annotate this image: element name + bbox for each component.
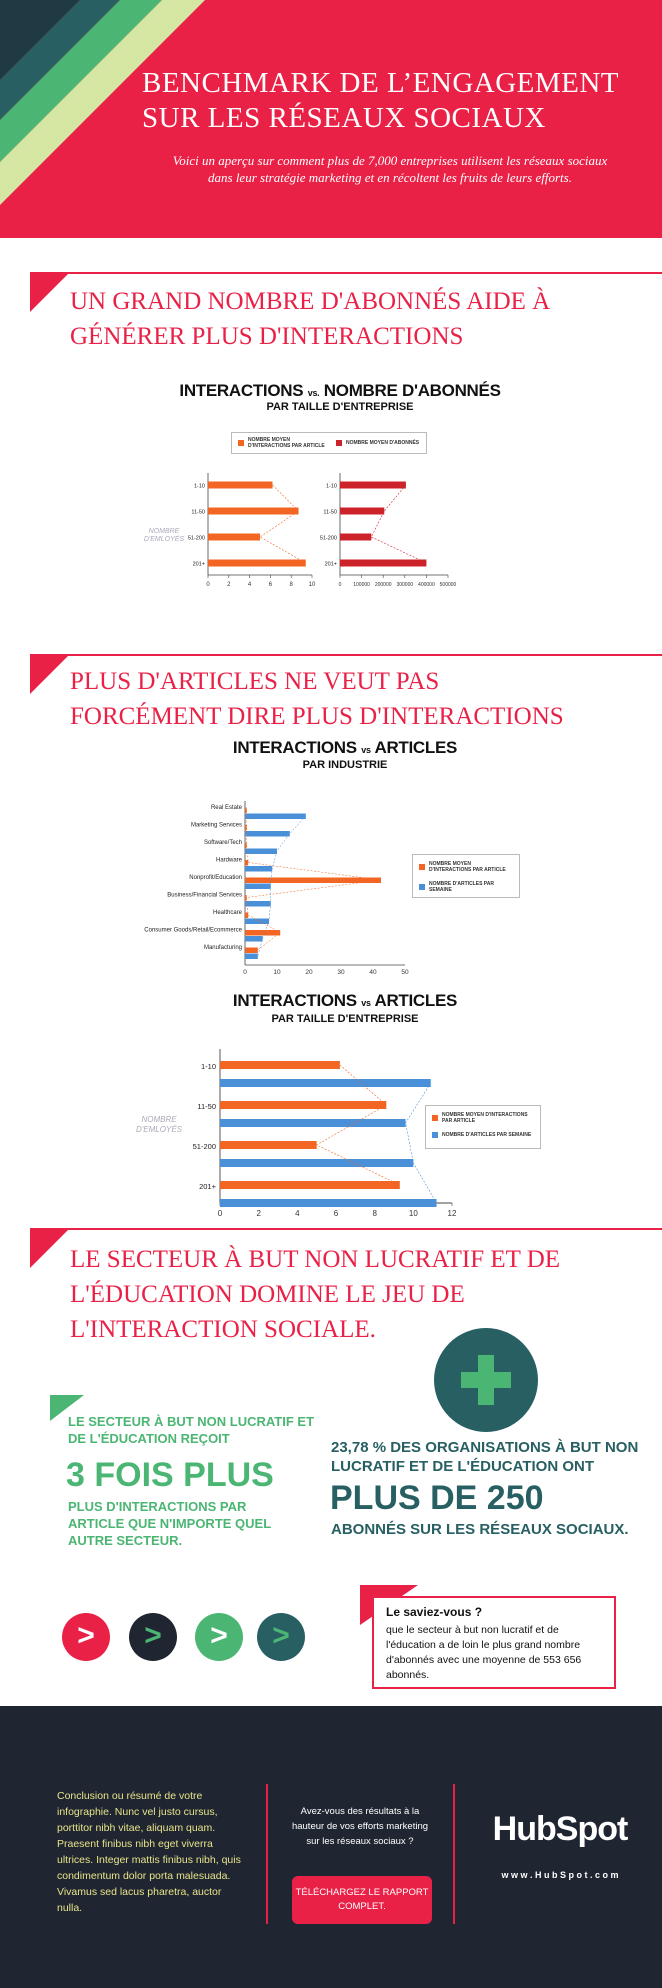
chart2-tick-label: 10: [273, 969, 281, 975]
chart1-svg: [150, 465, 530, 620]
chart1-followers-category-label: 51-200: [319, 535, 337, 542]
chart3-title-post: ARTICLES: [374, 991, 458, 1010]
right-stat-number: PLUS DE 250: [330, 1479, 544, 1517]
chart1-interactions-tick-label: 10: [308, 582, 316, 588]
hubspot-logo[interactable]: HubSpot: [492, 1810, 628, 1848]
chart3-bar-articles: [220, 1159, 413, 1167]
chart2-legend-item-interactions: [419, 861, 513, 873]
section1-heading: [70, 284, 650, 354]
chart3-category-label: 51-200: [192, 1142, 216, 1151]
chart1-followers-bar: [340, 560, 426, 567]
chart1-followers-tick-label: 400000: [418, 582, 435, 588]
chart3-title-pre: INTERACTIONS: [232, 991, 357, 1010]
chart3-tick-label: 4: [295, 1209, 300, 1218]
chart1-followers-category-label: 1-10: [325, 483, 337, 490]
chart3-bar-articles: [220, 1079, 431, 1087]
chart2-bar-articles: [245, 849, 277, 855]
chart2-legend-item-articles: [419, 881, 513, 893]
arrow-circle-green[interactable]: >: [195, 1613, 243, 1661]
chart1-interactions-bar: [208, 560, 306, 567]
footer-divider-left: [266, 1784, 268, 1924]
left-stat-desc: PLUS D'INTERACTIONS PAR ARTICLE QUE N'IMPORTE QUEL AUTRE SECTEUR.: [68, 1499, 271, 1548]
chart2-title-vs: vs: [361, 745, 371, 755]
footer: [0, 1706, 662, 1988]
chart2-bar-interactions: [245, 913, 248, 919]
chart2-legend-label-1: NOMBRE D'ARTICLES PAR SEMAINE: [429, 881, 494, 893]
chart3-title-vs: vs: [361, 998, 371, 1008]
chart3-bar-interactions: [220, 1141, 317, 1149]
legend-swatch-orange: [238, 440, 244, 446]
legend-swatch-blue: [432, 1132, 438, 1138]
chart2-title-post: ARTICLES: [374, 738, 458, 757]
section1-heading-line1: UN GRAND NOMBRE D'ABONNÉS AIDE À: [70, 288, 551, 315]
chart1-title-vs: vs.: [307, 388, 320, 398]
chart1-legend-label-0: NOMBRE MOYEN D'INTERACTIONS PAR ARTICLE: [248, 437, 325, 449]
chart2-bar-articles: [245, 919, 269, 925]
chart1-interactions-tick-label: 8: [289, 582, 293, 588]
chart1-followers-category-label: 201+: [324, 561, 337, 568]
chart3-tick-label: 12: [447, 1209, 457, 1218]
chart2-category-label: Healthcare: [212, 910, 242, 916]
chart1-title: [150, 381, 530, 401]
chart2-category-label: Business/Financial Services: [167, 892, 242, 899]
chart3-legend: [425, 1105, 541, 1149]
chart1-interactions-tick-label: 4: [247, 582, 252, 588]
chart2-bar-articles: [245, 884, 271, 890]
chart1-followers-tick-label: 500000: [439, 582, 457, 588]
chart2-tick-label: 20: [305, 969, 313, 975]
chart3-tick-label: 2: [256, 1209, 261, 1218]
section3-heading-line3: L'INTERACTION SOCIALE.: [70, 1316, 376, 1343]
right-stat-desc: ABONNÉS SUR LES RÉSEAUX SOCIAUX.: [331, 1521, 629, 1538]
didyouknow-title: Le saviez-vous ?: [386, 1605, 483, 1619]
chart2-bar-articles: [245, 901, 271, 907]
footer-divider-right: [453, 1784, 455, 1924]
section3-heading-line2: L'ÉDUCATION DOMINE LE JEU DE: [70, 1281, 465, 1308]
chart1-followers-tick-label: 100000: [353, 582, 370, 588]
chart3-bar-articles: [220, 1199, 437, 1207]
chart1-interactions-bar: [208, 508, 298, 515]
chart2-category-label: Manufacturing: [203, 945, 242, 951]
chart2-category-label: Real Estate: [210, 805, 242, 811]
section2-heading: [70, 664, 650, 734]
chart1-legend-item-interactions: [238, 437, 326, 449]
section1-heading-line2: GÉNÉRER PLUS D'INTERACTIONS: [70, 323, 464, 350]
download-report-button[interactable]: TÉLÉCHARGEZ LE RAPPORT COMPLET.: [292, 1876, 432, 1924]
chart1-followers-category-label: 11-50: [323, 509, 337, 516]
chart2-bar-articles: [245, 831, 290, 837]
chart3-legend-label-0: NOMBRE MOYEN D'INTERACTIONS PAR ARTICLE: [442, 1112, 528, 1124]
chart1-interactions-category-label: 51-200: [187, 535, 205, 542]
chart2-tick-label: 30: [337, 969, 345, 975]
chart2-bar-articles: [245, 936, 263, 942]
chart2-bar-articles: [245, 954, 258, 960]
chart1-interactions-tick-label: 2: [227, 582, 231, 588]
chart1-followers-trend-line: [371, 485, 426, 563]
didyouknow-box: [372, 1596, 616, 1689]
chart3-category-label: 1-10: [200, 1062, 216, 1071]
chart2-category-label: Marketing Services: [190, 822, 242, 829]
chart2-bar-interactions: [245, 930, 280, 936]
chart2-bar-articles: [245, 814, 306, 820]
section3-rule: [30, 1228, 662, 1230]
chart2-bar-interactions: [245, 895, 247, 901]
section2-heading-line1: PLUS D'ARTICLES NE VEUT PAS: [70, 668, 440, 695]
chart2-title: [160, 738, 530, 758]
header-banner: [0, 0, 662, 238]
chart1-followers-bar: [340, 482, 406, 489]
chart3-bar-articles: [220, 1119, 406, 1127]
chart3-tick-label: 8: [372, 1209, 377, 1218]
chart2-category-label: Consumer Goods/Retail/Ecommerce: [144, 927, 242, 934]
chart2-tick-label: 40: [369, 969, 377, 975]
chart2-tick-label: 0: [243, 969, 247, 975]
legend-swatch-orange: [419, 864, 425, 870]
chart2-bar-interactions: [245, 948, 258, 954]
chart1-interactions-tick-label: 0: [206, 582, 210, 588]
chart2-title-pre: INTERACTIONS: [232, 738, 357, 757]
arrow-circle-dark[interactable]: >: [129, 1613, 177, 1661]
chart1-subtitle: PAR TAILLE D'ENTREPRISE: [266, 401, 414, 413]
chart1-legend-item-followers: [336, 440, 419, 446]
legend-swatch-darkred: [336, 440, 342, 446]
chart2-bar-interactions: [245, 878, 381, 884]
chart2-category-label: Software/Tech: [203, 840, 242, 846]
chart1-title-post: NOMBRE D'ABONNÉS: [323, 381, 501, 400]
page-title: [142, 66, 642, 136]
chart3-category-label: 11-50: [197, 1102, 216, 1111]
chart1-interactions-bar: [208, 534, 260, 541]
chart2-svg: [100, 795, 420, 975]
section1-rule: [30, 272, 662, 274]
chart1-ylabel: NOMBRE D'EMLOYÉS: [143, 528, 185, 543]
left-stat-intro: LE SECTEUR À BUT NON LUCRATIF ET DE L'ÉDUCATION REÇOIT: [68, 1414, 315, 1446]
chart2-bar-interactions: [245, 860, 248, 866]
chart1-interactions-category-label: 1-10: [193, 483, 205, 490]
chart3-tick-label: 0: [217, 1209, 223, 1218]
legend-swatch-blue: [419, 884, 425, 890]
left-stat-number: 3 FOIS PLUS: [66, 1456, 274, 1494]
chart1-followers-tick-label: 0: [338, 582, 342, 588]
footer-question: Avez-vous des résultats à la hauteur de vos efforts marketing sur les réseaux sociaux ?: [291, 1806, 429, 1847]
chart2-tick-label: 50: [401, 969, 409, 975]
page-title-line1: BENCHMARK DE L’ENGAGEMENT: [142, 67, 620, 99]
chart3-category-label: 201+: [199, 1182, 216, 1191]
chart1-followers-tick-label: 200000: [374, 582, 392, 588]
chart1-interactions-tick-label: 6: [268, 582, 273, 588]
footer-conclusion: Conclusion ou résumé de votre infographie. Nunc vel justo cursus, porttitor nibh vitae, aliquam quam. Praesent finibus nibh eget viverra ultrices. Integer mattis finibus nibh, quis condimentum dolor porta malesuada. Vivamus sed lacus pharetra, auctor nulla.: [57, 1790, 241, 1914]
chart1-interactions-trend-line: [260, 485, 306, 563]
chart3-tick-label: 6: [333, 1209, 339, 1218]
chart1-interactions-category-label: 11-50: [191, 509, 205, 516]
section3-heading-line1: LE SECTEUR À BUT NON LUCRATIF ET DE: [70, 1246, 561, 1273]
plus-circle: [434, 1328, 538, 1432]
section2-rule: [30, 654, 662, 656]
legend-swatch-orange: [432, 1115, 438, 1121]
chart1-followers-bar: [340, 534, 371, 541]
plus-icon: [461, 1355, 511, 1405]
chart2-legend: [412, 854, 520, 898]
section3-heading: [70, 1242, 630, 1347]
chart2-category-label: Nonprofit/Education: [189, 875, 242, 881]
chart2-category-label: Hardware: [215, 857, 242, 864]
chart3-bar-interactions: [220, 1101, 386, 1109]
hubspot-url[interactable]: w w w . H u b S p o t . c o m: [501, 1870, 619, 1880]
chart3-bar-interactions: [220, 1181, 400, 1189]
chart2-subtitle: PAR INDUSTRIE: [302, 759, 388, 771]
section2-corner-flag: [30, 654, 70, 694]
chart1-followers-tick-label: 300000: [396, 582, 414, 588]
chart1-title-pre: INTERACTIONS: [179, 381, 304, 400]
page-title-line2: SUR LES RÉSEAUX SOCIAUX: [142, 102, 546, 134]
section3-corner-flag: [30, 1228, 70, 1268]
chart3-tick-label: 10: [408, 1209, 418, 1218]
arrow-circle-teal[interactable]: >: [257, 1613, 305, 1661]
chart3-ylabel: NOMBRE D'EMLOYÉS: [136, 1115, 182, 1134]
chart1-legend: [231, 432, 427, 454]
page-subtitle: Voici un aperçu sur comment plus de 7,000 entreprises utilisent les réseaux sociaux dans leur stratégie marketing et en récoltent les fruits de leurs efforts.: [172, 153, 608, 185]
chart2-bar-articles: [245, 866, 272, 872]
section2-heading-line2: FORCÉMENT DIRE PLUS D'INTERACTIONS: [70, 703, 564, 730]
chart3-legend-item-articles: [432, 1132, 534, 1138]
section1-corner-flag: [30, 272, 70, 312]
didyouknow-text: que le secteur à but non lucratif et de l'éducation a de loin le plus grand nombre d'abonnés avec une moyenne de 553 656 abonnés.: [386, 1624, 582, 1681]
arrow-circle-red[interactable]: >: [62, 1613, 110, 1661]
chart1-followers-bar: [340, 508, 384, 515]
chart3-legend-label-1: NOMBRE D'ARTICLES PAR SEMAINE: [442, 1132, 532, 1138]
chart3-legend-item-interactions: [432, 1112, 534, 1124]
chart3-subtitle: PAR TAILLE D'ENTREPRISE: [271, 1013, 419, 1025]
right-stat-intro: 23,78 % DES ORGANISATIONS À BUT NON LUCRATIF ET DE L'ÉDUCATION ONT: [331, 1439, 639, 1475]
chart1-interactions-category-label: 201+: [192, 561, 205, 568]
chart3-bar-interactions: [220, 1061, 340, 1069]
chart1-legend-label-1: NOMBRE MOYEN D'ABONNÉS: [346, 440, 420, 446]
chart1-interactions-bar: [208, 482, 272, 489]
chart2-legend-label-0: NOMBRE MOYEN D'INTERACTIONS PAR ARTICLE: [429, 861, 506, 873]
chart3-title: [160, 991, 530, 1011]
chart3-svg: [190, 1045, 460, 1220]
